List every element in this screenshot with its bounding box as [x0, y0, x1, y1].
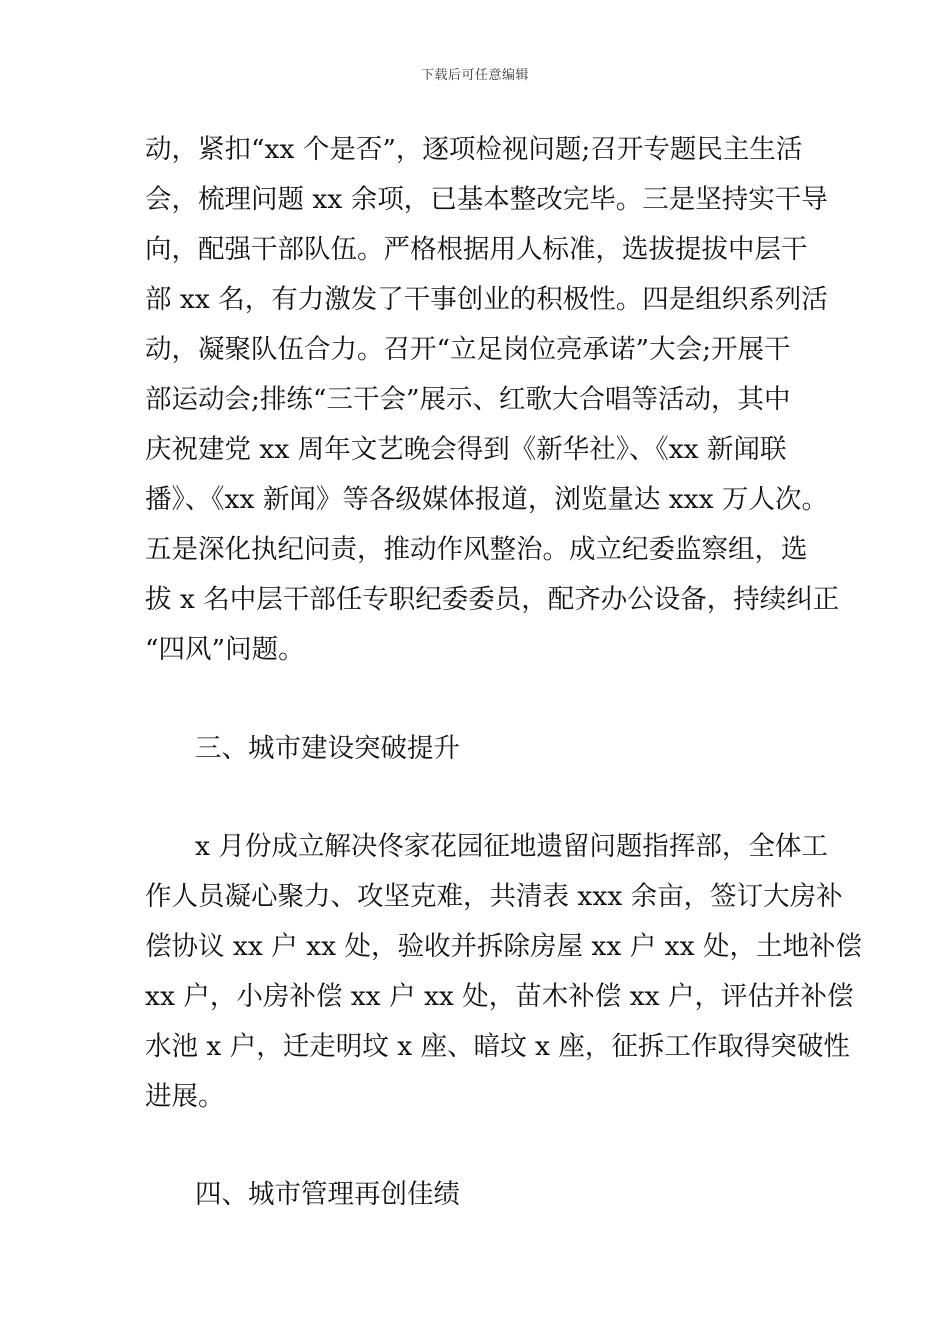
paragraph-line: 部 xx 名，有力激发了干事创业的积极性。四是组织系列活 [145, 284, 828, 315]
paragraph-line: 偿协议 xx 户 xx 处，验收并拆除房屋 xx 户 xx 处，土地补偿 [145, 931, 862, 962]
paragraph-line: 作人员凝心聚力、攻坚克难，共清表 xxx 余亩，签订大房补 [145, 881, 843, 912]
paragraph-line: “四风”问题。 [145, 634, 305, 665]
paragraph-line: 向，配强干部队伍。严格根据用人标准，选拔提拔中层干 [145, 234, 808, 265]
page-header: 下载后可任意编辑 [420, 68, 529, 83]
paragraph-line: 拔 x 名中层干部任专职纪委委员，配齐办公设备，持续纠正 [145, 584, 840, 615]
paragraph-line: 五是深化执纪问责，推动作风整治。成立纪委监察组，选 [145, 534, 808, 565]
paragraph-line: 部运动会;排练“三干会”展示、红歌大合唱等活动，其中 [145, 384, 791, 415]
section-heading-3: 三、城市建设突破提升 [195, 733, 460, 764]
paragraph-line: x 月份成立解决佟家花园征地遗留问题指挥部，全体工 [195, 831, 828, 862]
paragraph-line: xx 户，小房补偿 xx 户 xx 处，苗木补偿 xx 户，评估并补偿 [145, 981, 854, 1012]
paragraph-line: 会，梳理问题 xx 余项，已基本整改完毕。三是坚持实干导 [145, 184, 828, 215]
paragraph-line: 播》、《xx 新闻》等各级媒体报道，浏览量达 xxx 万人次。 [145, 484, 828, 515]
paragraph-line: 动，紧扣“xx 个是否”，逐项检视问题;召开专题民主生活 [145, 134, 803, 165]
paragraph-line: 庆祝建党 xx 周年文艺晚会得到《新华社》、《xx 新闻联 [145, 434, 787, 465]
paragraph-line: 水池 x 户，迁走明坟 x 座、暗坟 x 座，征拆工作取得突破性 [145, 1031, 850, 1062]
paragraph-line: 进展。 [145, 1081, 225, 1112]
section-heading-4: 四、城市管理再创佳绩 [195, 1179, 460, 1210]
paragraph-line: 动，凝聚队伍合力。召开“立足岗位亮承诺”大会;开展干 [145, 334, 791, 365]
